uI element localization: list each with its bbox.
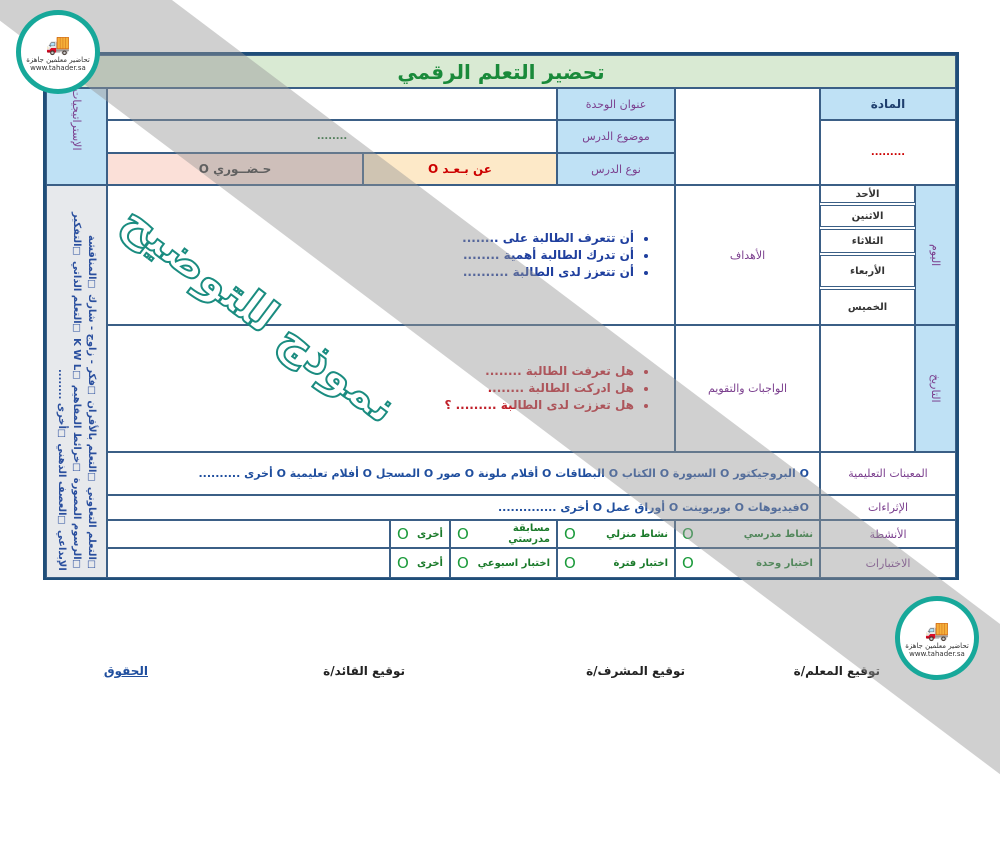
logo-url: www.tahader.sa [30,64,86,72]
option-label: اختبار فترة [613,557,668,569]
activity-option[interactable] [390,520,450,548]
page-title: تحضير التعلم الرقمي [46,55,956,88]
unit-title-label: عنوان الوحدة [557,88,675,120]
option-label: أخرى [416,528,443,540]
logo-url: www.tahader.sa [909,650,965,658]
date-label: التاريخ [915,325,956,452]
day-label: اليوم [915,185,956,325]
test-option[interactable] [390,548,450,578]
logo-name: تحاضير معلمين جاهزة [26,56,90,64]
logo [16,10,100,94]
option-label: نشاط منزلي [606,528,668,540]
activities-label: الأنشطة [820,520,956,548]
aids-options[interactable]: O البروجيكتور O السبورة O الكتاب O البطاقات O أقلام ملونة O صور O المسجل O أفلام تعليمية O أخرى .......... [107,452,820,495]
objective-item: • أن تدرك الطالبة أهمية ........ [462,247,634,264]
aids-label: المعينات التعليمية [820,452,956,495]
radio-circle[interactable]: O [564,554,576,572]
in-person-option[interactable]: حـضــوري O [107,153,363,185]
homework-item: • هل ادركت الطالبة ........ [444,380,634,397]
day-tuesday[interactable]: الثلاثاء [820,229,915,253]
homework-label: الواجبات والتقويم [675,325,820,452]
option-label: أخرى [416,557,443,569]
option-label: نشاط مدرسي [743,528,813,540]
supervisor-signature: توقيع المشرف/ة [586,664,685,678]
blank-cell [107,520,390,548]
truck-icon: 🚚 [924,618,950,642]
homework-item: • هل تعززت لدى الطالبة ......... ؟ [444,397,634,414]
radio-circle[interactable]: O [457,554,469,572]
lesson-topic-label: موضوع الدرس [557,120,675,153]
objective-item: • أن تتعزز لدى الطالبة .......... [462,264,634,281]
rights-link[interactable]: الحقوق [103,664,148,678]
radio-circle[interactable]: O [397,525,409,543]
tests-label: الاختبارات [820,548,956,578]
day-monday[interactable]: الاثنين [820,205,915,227]
lesson-type-label: نوع الدرس [557,153,675,185]
homework-item: • هل تعرفت الطالبة ........ [444,363,634,380]
subject-label: المادة [820,88,956,120]
radio-circle[interactable]: O [397,554,409,572]
radio-circle[interactable]: O [682,525,694,543]
logo [895,596,979,680]
leader-signature: توقيع القائد/ة [323,664,405,678]
activity-option[interactable] [450,520,557,548]
option-label: اختبار وحدة [756,557,813,569]
teacher-signature: توقيع المعلم/ة [793,664,880,678]
objective-item: • أن تتعرف الطالبة على ........ [462,230,634,247]
activity-option[interactable] [557,520,675,548]
strategies-list[interactable]: ☐التعلم التعاوني ☐التعلم بالأقران ☐فكر - زاوج - شارك ☐المناقشة ☐الرسوم المصورة ☐خرائط المفاهيم ☐K W L ☐التعلم الذاتي ☐التفكير الإبداعي ☐العصف الذهني ☐أخرى ........ [46,185,107,578]
test-option[interactable] [450,548,557,578]
option-label: مسابقة مدرستي [508,523,550,545]
radio-circle[interactable]: O [564,525,576,543]
truck-icon: 🚚 [45,32,71,56]
enrich-label: الإثراءات [820,495,956,520]
objectives-label: الأهداف [675,185,820,325]
radio-circle[interactable]: O [682,554,694,572]
day-wednesday[interactable]: الأربعاء [820,255,915,287]
logo-name: تحاضير معلمين جاهزة [905,642,969,650]
subject-value[interactable]: ......... [820,120,956,185]
strategies-label: الإستراتيجيات [46,88,107,185]
date-input[interactable] [820,325,915,452]
lesson-topic-input[interactable]: ........ [107,120,557,153]
test-option[interactable] [557,548,675,578]
day-thursday[interactable]: الخميس [820,289,915,325]
remote-option[interactable]: عن بـعـد O [363,153,557,185]
watermark-text: نموذج للتوضيح [111,192,408,434]
option-label: اختبار اسبوعي [477,557,550,569]
blank-cell [107,548,390,578]
radio-circle[interactable]: O [457,525,469,543]
blank-cell [675,88,820,185]
day-sunday[interactable]: الأحد [820,185,915,203]
enrich-options[interactable]: Oفيديوهات O بوربوينت O أوراق عمل O أخرى .............. [107,495,820,520]
